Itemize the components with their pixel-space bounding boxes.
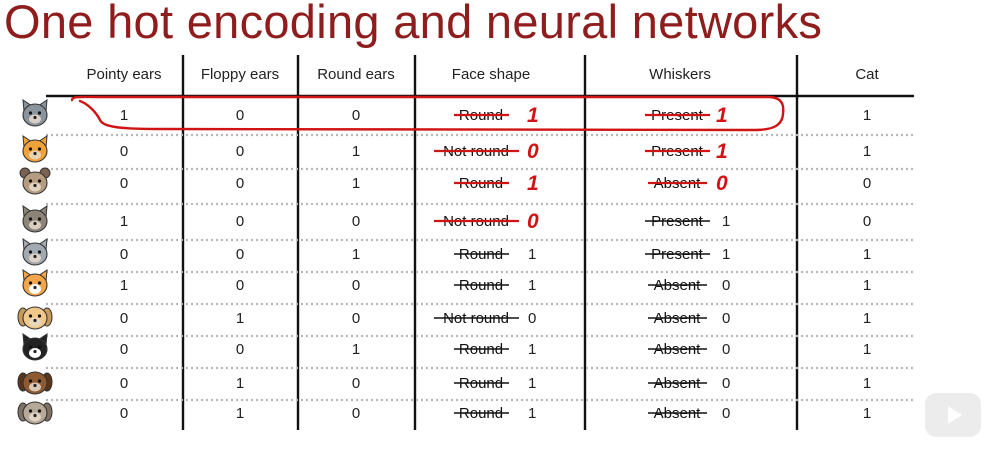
whiskers-word: Absent	[653, 175, 701, 192]
cell-floppy: 0	[235, 246, 245, 263]
brown-dog-icon	[20, 168, 50, 194]
face-shape-number: 1	[527, 172, 539, 195]
column-header: Pointy ears	[86, 66, 162, 83]
whiskers-number: 0	[722, 310, 731, 327]
cell-cat: 1	[862, 246, 872, 263]
cell-pointy: 1	[119, 277, 129, 294]
cell-floppy: 1	[235, 375, 245, 392]
cell-floppy: 1	[235, 310, 245, 327]
grey-wolf-icon	[23, 206, 47, 232]
face-shape-number: 1	[528, 405, 537, 422]
cell-round: 1	[351, 341, 361, 358]
cell-floppy: 0	[235, 107, 245, 124]
cell-pointy: 0	[119, 310, 129, 327]
cell-floppy: 0	[235, 143, 245, 160]
cell-cat: 1	[862, 405, 872, 422]
cell-pointy: 0	[119, 175, 129, 192]
cell-pointy: 1	[119, 107, 129, 124]
table-header	[86, 66, 879, 83]
column-header: Floppy ears	[200, 66, 280, 83]
whiskers-number: 1	[722, 213, 731, 230]
cell-cat: 1	[862, 375, 872, 392]
face-shape-word: Round	[458, 107, 504, 124]
whiskers-number: 0	[722, 341, 731, 358]
whiskers-word: Absent	[653, 310, 701, 327]
play-button[interactable]	[925, 393, 981, 437]
cell-floppy: 0	[235, 213, 245, 230]
orange-cat-icon	[23, 136, 47, 162]
whiskers-number: 0	[722, 277, 731, 294]
column-header: Round ears	[317, 66, 395, 83]
whiskers-word: Absent	[653, 277, 701, 294]
table-row	[23, 100, 871, 127]
face-shape-number: 1	[527, 104, 539, 127]
grey-dog-icon	[18, 402, 52, 424]
cell-pointy: 0	[119, 246, 129, 263]
slide-title: One hot encoding and neural networks	[4, 0, 823, 48]
cell-floppy: 1	[235, 405, 245, 422]
cell-pointy: 0	[119, 375, 129, 392]
play-icon	[948, 406, 962, 424]
whiskers-word: Present	[651, 107, 703, 124]
cell-pointy: 1	[119, 213, 129, 230]
face-shape-number: 0	[528, 310, 537, 327]
whiskers-word: Present	[651, 246, 703, 263]
grey-cat-icon	[23, 100, 47, 126]
face-shape-word: Not round	[443, 310, 509, 327]
table-body	[18, 100, 871, 424]
face-shape-word: Round	[458, 277, 504, 294]
cell-cat: 1	[862, 107, 872, 124]
cell-floppy: 0	[235, 175, 245, 192]
whiskers-word: Present	[651, 213, 703, 230]
table-row	[23, 136, 871, 163]
face-shape-word: Round	[458, 175, 504, 192]
whiskers-number: 0	[722, 375, 731, 392]
cell-pointy: 0	[119, 143, 129, 160]
face-shape-number: 0	[527, 140, 539, 163]
cell-pointy: 0	[119, 341, 129, 358]
whiskers-number: 0	[716, 172, 728, 195]
table-row	[23, 239, 871, 265]
table-row	[18, 402, 871, 424]
cell-pointy: 0	[119, 405, 129, 422]
cell-cat: 1	[862, 143, 872, 160]
whiskers-number: 0	[722, 405, 731, 422]
cell-cat: 0	[862, 175, 872, 192]
whiskers-number: 1	[716, 140, 728, 163]
cell-round: 0	[351, 375, 361, 392]
cell-cat: 1	[862, 310, 872, 327]
cell-round: 0	[351, 310, 361, 327]
cell-round: 1	[351, 246, 361, 263]
whiskers-word: Absent	[653, 341, 701, 358]
grey-cat-2-icon	[23, 239, 47, 265]
cell-round: 1	[351, 143, 361, 160]
cell-round: 0	[351, 405, 361, 422]
whiskers-word: Present	[651, 143, 703, 160]
face-shape-number: 1	[528, 277, 537, 294]
face-shape-number: 0	[527, 210, 539, 233]
column-header: Cat	[855, 66, 879, 83]
cell-round: 0	[351, 107, 361, 124]
cell-round: 0	[351, 277, 361, 294]
cell-round: 0	[351, 213, 361, 230]
table-row	[23, 206, 871, 233]
whiskers-number: 1	[722, 246, 731, 263]
face-shape-word: Round	[458, 375, 504, 392]
face-shape-number: 1	[528, 246, 537, 263]
cell-floppy: 0	[235, 277, 245, 294]
column-header: Whiskers	[649, 66, 711, 83]
corgi-icon	[23, 270, 47, 296]
table-row	[18, 372, 871, 394]
cell-cat: 0	[862, 213, 872, 230]
face-shape-number: 1	[528, 341, 537, 358]
face-shape-word: Round	[458, 341, 504, 358]
table-row	[23, 270, 871, 296]
tan-dog-icon	[18, 307, 52, 329]
table-row	[20, 168, 871, 195]
brown-dog-2-icon	[18, 372, 52, 394]
table-row	[23, 334, 871, 360]
whiskers-word: Absent	[653, 405, 701, 422]
column-header: Face shape	[451, 66, 531, 83]
face-shape-word: Round	[458, 405, 504, 422]
table-row	[18, 307, 871, 329]
face-shape-word: Not round	[443, 143, 509, 160]
cell-round: 1	[351, 175, 361, 192]
whiskers-number: 1	[716, 104, 728, 127]
face-shape-word: Not round	[443, 213, 509, 230]
cell-cat: 1	[862, 277, 872, 294]
cell-cat: 1	[862, 341, 872, 358]
face-shape-number: 1	[528, 375, 537, 392]
cell-floppy: 0	[235, 341, 245, 358]
tuxedo-cat-icon	[23, 334, 47, 360]
whiskers-word: Absent	[653, 375, 701, 392]
face-shape-word: Round	[458, 246, 504, 263]
